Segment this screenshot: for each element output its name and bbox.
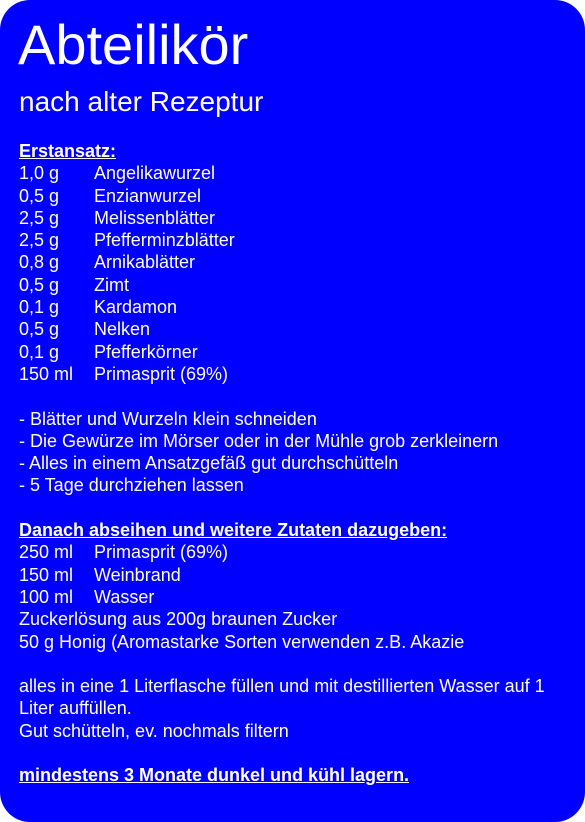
spacer bbox=[19, 653, 579, 675]
ingredient-row bbox=[19, 162, 579, 184]
ingredient-qty: 0,5 g bbox=[19, 319, 60, 340]
ingredient-qty: 0,1 g bbox=[19, 341, 60, 362]
shake-instruction: Gut schütteln, ev. nochmals filtern bbox=[19, 720, 289, 741]
step-item: - Die Gewürze im Mörser oder in der Mühle grob zerkleinern bbox=[19, 430, 499, 451]
ingredient-qty: 100 ml bbox=[19, 586, 74, 607]
fill-instruction: alles in eine 1 Literflasche füllen und mit destillierten Wasser auf 1 Liter auffüllen. bbox=[19, 676, 545, 719]
step-item: - Blätter und Wurzeln klein schneiden bbox=[19, 408, 317, 429]
recipe-body bbox=[19, 140, 579, 787]
ingredient-row bbox=[19, 564, 579, 586]
ingredient-name: Primasprit (69%) bbox=[94, 542, 229, 563]
spacer bbox=[19, 497, 579, 519]
ingredient-name: Nelken bbox=[94, 319, 151, 340]
ingredient-qty: 0,1 g bbox=[19, 297, 60, 318]
extra-ingredient: 50 g Honig (Aromastarke Sorten verwenden z.B. Akazie bbox=[19, 631, 465, 652]
ingredient-name: Zimt bbox=[94, 274, 129, 295]
ingredient-row bbox=[19, 185, 579, 207]
ingredient-row bbox=[19, 251, 579, 273]
ingredient-row bbox=[19, 541, 579, 563]
recipe-title: Abteilikör bbox=[18, 13, 249, 76]
section-heading-danach: Danach abseihen und weitere Zutaten dazugeben: bbox=[19, 520, 448, 541]
step-item: - 5 Tage durchziehen lassen bbox=[19, 475, 244, 496]
ingredient-name: Kardamon bbox=[94, 297, 178, 318]
storage-note: mindestens 3 Monate dunkel und kühl lagern. bbox=[19, 765, 410, 786]
ingredient-row bbox=[19, 318, 579, 340]
ingredient-qty: 150 ml bbox=[19, 564, 74, 585]
ingredient-qty: 0,5 g bbox=[19, 274, 60, 295]
ingredient-row bbox=[19, 274, 579, 296]
ingredient-row bbox=[19, 363, 579, 385]
ingredient-qty: 1,0 g bbox=[19, 163, 60, 184]
ingredient-qty: 250 ml bbox=[19, 542, 74, 563]
ingredient-name: Arnikablätter bbox=[94, 252, 196, 273]
ingredient-qty: 2,5 g bbox=[19, 230, 60, 251]
ingredient-row bbox=[19, 341, 579, 363]
ingredient-row bbox=[19, 586, 579, 608]
ingredient-row bbox=[19, 296, 579, 318]
ingredient-qty: 2,5 g bbox=[19, 207, 60, 228]
ingredient-row bbox=[19, 229, 579, 251]
ingredient-name: Pfefferminzblätter bbox=[94, 230, 235, 251]
step-item: - Alles in einem Ansatzgefäß gut durchschütteln bbox=[19, 453, 399, 474]
spacer bbox=[19, 385, 579, 407]
ingredient-name: Wasser bbox=[94, 586, 155, 607]
ingredient-qty: 0,5 g bbox=[19, 185, 60, 206]
ingredient-name: Enzianwurzel bbox=[94, 185, 202, 206]
extra-ingredient: Zuckerlösung aus 200g braunen Zucker bbox=[19, 609, 338, 630]
ingredient-name: Weinbrand bbox=[94, 564, 181, 585]
ingredient-name: Primasprit (69%) bbox=[94, 363, 229, 384]
ingredient-name: Melissenblätter bbox=[94, 207, 216, 228]
ingredient-qty: 0,8 g bbox=[19, 252, 60, 273]
section-heading-erstansatz: Erstansatz: bbox=[19, 141, 117, 161]
ingredient-row bbox=[19, 207, 579, 229]
ingredient-name: Pfefferkörner bbox=[94, 341, 198, 362]
ingredient-name: Angelikawurzel bbox=[94, 163, 216, 184]
recipe-subtitle: nach alter Rezeptur bbox=[19, 86, 264, 117]
spacer bbox=[19, 742, 579, 764]
ingredient-qty: 150 ml bbox=[19, 363, 74, 384]
